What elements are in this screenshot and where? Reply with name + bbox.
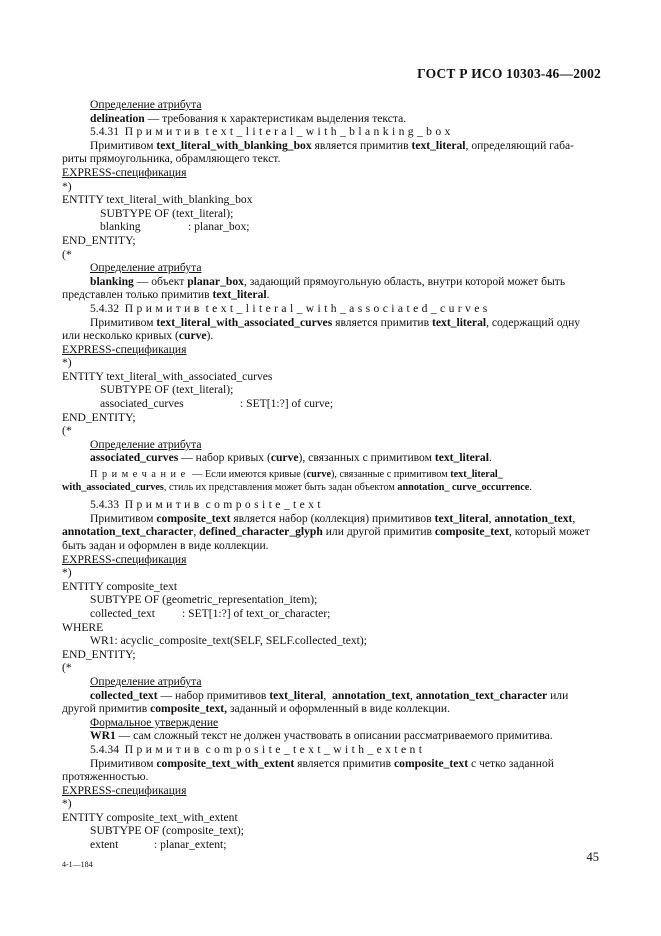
- express-heading: EXPRESS-спецификация: [62, 552, 187, 566]
- page-content: [62, 98, 600, 852]
- express-attribute: extent : planar_extent;: [90, 838, 227, 852]
- express-entity: ENTITY text_literal_with_associated_curves: [62, 369, 273, 383]
- attribute-definition: associated_curves — набор кривых (curve), связанных с примитивом text_literal.: [90, 451, 492, 465]
- express-where: WHERE: [62, 620, 104, 634]
- express-close: (*: [62, 424, 72, 438]
- print-code: 4-1—184: [62, 860, 93, 869]
- express-open: *): [62, 179, 72, 193]
- attribute-definition: другой примитив composite_text, заданный и оформленный в виде коллекции.: [62, 702, 450, 716]
- express-rule: WR1: acyclic_composite_text(SELF, SELF.collected_text);: [90, 634, 367, 648]
- clause-text: Примитивом composite_text_with_extent является примитив composite_text с четко заданной: [90, 756, 554, 770]
- express-close: (*: [62, 247, 72, 261]
- express-subtype: SUBTYPE OF (composite_text);: [90, 824, 244, 838]
- express-subtype: SUBTYPE OF (text_literal);: [100, 206, 234, 220]
- page-number: 45: [586, 850, 599, 864]
- express-attribute: blanking : planar_box;: [100, 220, 250, 234]
- express-entity: ENTITY composite_text: [62, 579, 178, 593]
- attribute-definition: представлен только примитив text_literal.: [62, 288, 270, 302]
- clause-text: риты прямоугольника, обрамляющего текст.: [62, 152, 281, 166]
- formal-statement: WR1 — сам сложный текст не должен участвовать в описании рассматриваемого примитива.: [90, 729, 553, 743]
- attribute-definition: collected_text — набор примитивов text_literal, annotation_text, annotation_text_character или: [90, 688, 569, 702]
- clause-text: протяженностью.: [62, 770, 149, 784]
- clause-text: Примитивом composite_text является набор (коллекция) примитивов text_literal, annotation_text,: [90, 511, 576, 525]
- express-entity: ENTITY composite_text_with_extent: [62, 810, 238, 824]
- clause-text: быть задан и оформлен в виде коллекции.: [62, 539, 269, 552]
- clause-heading-5-4-34: 5.4.34 Примитив composite_text_with_extent: [90, 742, 426, 756]
- clause-text: annotation_text_character, defined_character_glyph или другой примитив composite_text, который может: [62, 525, 590, 539]
- clause-text: Примитивом text_literal_with_blanking_box является примитив text_literal, определяющий габа-: [90, 138, 574, 152]
- express-heading: EXPRESS-спецификация: [62, 783, 187, 797]
- express-end: END_ENTITY;: [62, 647, 136, 661]
- express-attribute: associated_curves : SET[1:?] of curve;: [100, 397, 334, 411]
- attribute-definition-heading: Определение атрибута: [90, 261, 202, 275]
- express-open: *): [62, 566, 72, 580]
- express-heading: EXPRESS-спецификация: [62, 342, 187, 356]
- clause-heading-5-4-31: 5.4.31 Примитив text_literal_with_blanking_box: [90, 125, 454, 139]
- express-open: *): [62, 797, 72, 811]
- attribute-definition-heading: Определение атрибута: [90, 674, 202, 688]
- express-end: END_ENTITY;: [62, 410, 136, 424]
- clause-heading-5-4-33: 5.4.33 Примитив composite_text: [90, 498, 324, 512]
- express-subtype: SUBTYPE OF (text_literal);: [100, 383, 234, 397]
- express-open: *): [62, 356, 72, 370]
- note: Примечание — Если имеются кривые (curve), связанные с примитивом text_literal_ with_associated_curves, стиль их представления может быть задан объектом annotation_ curve_occurrence.: [62, 469, 532, 493]
- express-subtype: SUBTYPE OF (geometric_representation_item);: [90, 593, 318, 607]
- express-entity: ENTITY text_literal_with_blanking_box: [62, 193, 253, 207]
- clause-text: Примитивом text_literal_with_associated_curves является примитив text_literal, содержащий одну: [90, 315, 581, 329]
- express-close: (*: [62, 661, 72, 675]
- formal-statement-heading: Формальное утверждение: [90, 715, 219, 729]
- attribute-definition: blanking — объект planar_box, задающий прямоугольную область, внутри которой может быть: [90, 274, 566, 288]
- express-heading: EXPRESS-спецификация: [62, 165, 187, 179]
- clause-heading-5-4-32: 5.4.32 Примитив text_literal_with_associated_curves: [90, 301, 491, 315]
- attribute-definition-heading: Определение атрибута: [90, 98, 202, 111]
- document-header: ГОСТ Р ИСО 10303-46—2002: [417, 66, 601, 81]
- express-end: END_ENTITY;: [62, 233, 136, 247]
- attribute-definition: delineation — требования к характеристикам выделения текста.: [90, 111, 407, 125]
- express-attribute: collected_text : SET[1:?] of text_or_character;: [90, 606, 331, 620]
- attribute-definition-heading: Определение атрибута: [90, 437, 202, 451]
- clause-text: или несколько кривых (curve).: [62, 329, 214, 343]
